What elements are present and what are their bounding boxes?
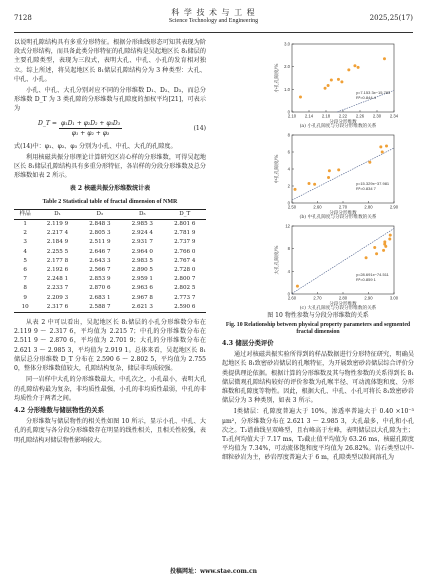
table-header-cell: D_T [179,210,191,217]
table-row [14,275,206,284]
table-cell: 2.801 6 [174,221,196,228]
table-cell: 2.248 1 [46,276,69,283]
table-cell: 2.767 4 [174,257,196,264]
table-cell: 2.848 3 [89,221,111,228]
data-point [379,145,382,148]
table-cell: 2.931 7 [131,239,153,246]
data-point [389,234,392,237]
data-point [328,169,331,172]
data-point [381,151,384,154]
table-header-cell: 样品 [19,210,31,217]
data-point [337,168,340,171]
left-column [14,38,206,563]
table-cell: 2.177 8 [46,257,69,264]
subfigure-caption: (a) 小孔孔隙度与分段分形维数的关系 [299,124,377,128]
x-tick-label: 2.50 [287,204,297,210]
x-tick-label: 2.60 [287,295,297,301]
table-cell: 2.566 7 [89,267,111,274]
right-column [222,38,414,563]
figure-10 [222,38,414,310]
fit-r-squared: R²=0.844 4 [356,95,376,100]
journal-title-cn: 科 学 技 术 与 工 程 [171,8,256,17]
plot-frame [292,135,394,203]
section-heading: 4.3 储层分类评价 [222,339,274,347]
table-cell: 9 [23,294,27,301]
data-point [373,246,376,249]
table-title-en: Table 2 Statistical table of fractal dimension of NMR [42,198,178,205]
data-point [347,68,350,71]
table-cell: 2.119 9 [46,221,69,228]
paragraph: 通过对核磁共振实验所得到的样品数据进行分形特征研究，明确吴起地区长 8₁致密砂岩储层的孔喉特征，为开展致密砂岩储层综合评价分类提供理论依据。根据计算的分形维数及其与物性参数的关系得到长 8₁储层微观孔隙结构较好的评价参数为孔喉半径、可动流体饱和度、分形维数和孔隙度等物性。因此，根据大孔、中孔、小孔可将长 8₁致密砂岩储层分为 3 种类别，如表 3 所示。 [222,351,414,405]
table-cell: 2.800 7 [174,276,196,283]
subfigure-caption: (c) 大孔孔隙度与分段分形维数的关系 [299,306,377,310]
data-point [327,84,330,87]
table-cell: 2.963 6 [131,285,153,292]
journal-title-en: Science Technology and Engineering [168,18,259,24]
figure-title-cn: 图 10 物性参数与分段分形维数的关系 [267,312,369,319]
table-cell: 5 [23,257,27,264]
y-axis-label: 小孔孔隙度/% [275,63,280,93]
x-tick-label: 2.60 [313,204,322,210]
formula-fraction [59,119,122,138]
table-cell: 2.773 7 [174,294,196,301]
paragraph: 式(14)中：φ₁、φ₂、φ₃ 分别为小孔、中孔、大孔的孔隙度。 [14,142,177,150]
fit-r-squared: R²=0.834 7 [356,186,376,191]
table-body [14,220,206,313]
x-tick-label: 2.70 [313,295,322,301]
table-cell: 2.737 9 [174,239,196,246]
data-point [357,66,360,69]
table-cell: 2.853 9 [89,276,111,283]
data-point [383,240,386,243]
table-cell: 2.192 6 [46,267,69,274]
x-tick-label: 3.00 [389,295,399,301]
paragraph: Ⅰ类储层：孔隙度普遍大于 10%，渗透率普遍大于 0.40 ×10⁻³ μm²，分形维数分布在 2.621 3 ～ 2.985 3，大孔最多，中孔和小孔次之。T₂谱曲线呈双峰型，且右峰高于左峰，表明储层以大孔隙为主；T₂孔何均值大于 7.17 ms，T₂截止值平均值为 63.26 ms，核磁孔隙度平均值为 7.34%，可动流体饱和度平均值为 26.82%。岩石类型以中-细粒砂岩为主，砂岩厚度普遍大于 6 m，孔隙类型以粒间溶孔为 [222,408,414,462]
formula-number: (14) [193,125,206,133]
table-cell: 2.766 0 [174,248,196,255]
table-cell: 2.590 6 [174,303,196,310]
table-row [14,294,206,303]
table-cell: 2.924 4 [131,230,153,237]
scatter-chart [222,220,414,310]
table-row [14,248,206,257]
section-heading: 4.2 分形维数与储层物性的关系 [14,405,105,414]
x-tick-label: 2.26 [355,113,365,119]
table-cell: 6 [23,267,27,274]
y-axis-label: 中孔孔隙度/% [275,154,280,184]
paragraph: 小孔、中孔、大孔分别对应不同的分形维数 D₁、D₂、D₃，而总分形维数 D_T 为 3 类孔隙的分形维数与孔隙度的加权平均[21]，可表示为 [14,87,206,113]
table-cell: 7 [23,276,27,283]
table-cell: 2.967 8 [131,294,153,301]
paragraph: 利用核磁共振分形理论计算研究区岩心样的分形维数，可得吴起地区长 8₁储层孔隙结构具有多重分形特征，各岩样的分段分形维数及总分形维数如表 2 所示。 [14,153,206,180]
table-header-cell: D₁ [54,210,61,217]
y-tick-label: 4 [287,268,290,274]
fit-equation: y=28.691x−74.511 [356,272,389,277]
x-axis-label: 分段分形维数 [329,211,357,216]
table-cell: 2.890 5 [131,267,153,274]
y-tick-label: 6 [287,149,290,155]
figure-title-en: Fig. 10 Relationship between physical property parameters and segmented fractal dimension [225,322,411,335]
y-tick-label: 3.0 [284,41,290,47]
chart-svg [222,129,414,219]
table-cell: 2.511 9 [89,239,111,246]
x-tick-label: 2.22 [338,113,348,119]
data-point [353,64,356,67]
data-point [375,252,378,255]
scatter-chart [222,129,414,219]
table-row [14,257,206,266]
y-tick-label: 4 [287,166,290,172]
fit-r-squared: R²=0.859 1 [356,277,376,282]
x-tick-label: 2.80 [364,204,373,210]
data-point [340,80,343,83]
y-tick-label: 2 [287,183,290,189]
page-number: 7128 [14,14,32,22]
fit-equation: y=7.153 3x−15.783 [356,90,391,95]
table-cell: 2.781 9 [174,230,196,237]
x-tick-label: 2.90 [389,204,399,210]
x-tick-label: 2.34 [389,113,399,119]
y-tick-label: 8 [287,132,290,138]
issue-info: 2025,25(17) [369,14,413,22]
paragraph: 同一岩样中大孔的分形维数最大，中孔次之，小孔最小，表明大孔的孔隙结构最为复杂，非均质性最强，小孔的非均质性最弱，中孔的非均质性介于两者之间。 [14,376,206,402]
table-header-cell: D₂ [96,210,104,217]
y-tick-label: 0 [287,109,290,115]
table-title-cn: 表 2 核磁共振分形维数统计表 [69,185,151,193]
data-point [385,145,388,148]
table-cell: 2.255 5 [46,248,69,255]
x-axis-label: 分段分形维数 [329,120,357,125]
table-cell: 2 [23,230,27,237]
table-row [14,266,206,275]
formula-denominator: φ₁ + φ₂ + φ₃ [71,130,110,138]
table-cell: 3 [23,239,27,246]
data-point [383,57,386,60]
data-point [299,96,302,99]
x-tick-label: 2.30 [372,113,382,119]
chart-svg [222,38,414,128]
table-cell: 2.683 1 [89,294,111,301]
page-header [14,6,413,33]
table-cell: 2.621 3 [131,303,153,310]
y-tick-label: 1.0 [284,86,290,92]
data-point [384,245,387,248]
formula-numerator: φ₁D₁ + φ₂D₂ + φ₃D₃ [59,119,122,129]
table-cell: 2.646 7 [89,248,111,255]
data-point [294,188,297,191]
table-cell: 2.802 5 [174,285,196,292]
formula-14 [14,116,206,142]
table-cell: 4 [23,248,27,255]
table-cell: 2.805 3 [89,230,111,237]
table-cell: 2.184 9 [46,239,69,246]
paragraph: 以说明孔隙结构具有多重分形特征。根据分形曲线形态可知其表现为阶段式分形结构，而具备此类分形特征的孔隙结构是吴起地区长 8₁储层的主要孔隙类型，表现为三段式，表明大孔、中孔、小孔的发育相对独立。综上所述，将吴起地区长 8₁储层孔隙结构分为 3 种类型：大孔、中孔、小孔。 [14,39,206,83]
table-cell: 2.964 0 [131,248,153,255]
data-point [327,176,330,179]
table-row [14,220,206,230]
table-cell: 2.959 1 [131,276,153,283]
table-header-cell: D₃ [138,210,146,217]
chart-svg [222,220,414,310]
plot-frame [292,44,394,112]
x-tick-label: 2.90 [364,295,373,301]
table-cell: 2.209 3 [46,294,69,301]
y-tick-label: 8 [287,246,290,252]
y-axis-label: 大孔孔隙度/% [275,245,280,275]
table-cell: 2.643 3 [89,257,111,264]
data-point [330,79,333,82]
x-tick-label: 2.80 [338,295,348,301]
table-cell: 10 [21,303,29,310]
formula-lhs: D_T = [38,119,58,127]
data-point [365,256,368,259]
x-tick-label: 2.70 [338,204,348,210]
subfigure-caption: (b) 中孔孔隙度与分段分形维数的关系 [299,215,377,219]
data-point [313,183,316,186]
table-row [14,238,206,247]
table-cell: 2.728 0 [174,267,196,274]
y-tick-label: 12 [285,223,290,229]
table-header-row [14,209,206,219]
table-cell: 2.317 6 [46,303,69,310]
table-cell: 2.217 4 [46,230,69,237]
paragraph: 分形维数与储层物性的相关性如图 10 所示，显示小孔、中孔、大孔的孔隙度与各分段分形维数存在明显的线性相关，且相关性较强，表明孔隙结构对储层物性影响较大。 [14,418,206,444]
footer-url: 投稿网址：www.stae.com.cn [169,568,258,575]
paragraph: 从表 2 中可以看出，吴起地区长 8₁储层的小孔分形维数分布在 2.119 9 ～ 2.317 6，平均值为 2.215 7；中孔的分形维数分布在 2.511 9 ～ 2.870 6，平均值为 2.701 9；大孔的分形维数分布在 2.621 3 ～ 2.985 3，平均值为 2.919 1。总体来看，吴起地区长 8₁储层总分形维数 D_T 分布在 2.590 6 ～ 2.802 5，平均值为 2.755 0，整体分形维数值较大，孔隙结构复杂，储层非均质较强。 [14,319,206,373]
table-cell: 2.233 7 [46,285,69,292]
x-tick-label: 2.18 [321,113,331,119]
y-tick-label: 0 [287,200,290,206]
fractal-dimension-table [14,209,206,313]
table-row [14,303,206,313]
table-row [14,229,206,238]
data-point [337,78,340,81]
y-tick-label: 0 [287,291,290,297]
data-point [388,238,391,241]
table-cell: 8 [23,285,27,292]
table-cell: 2.588 7 [89,303,111,310]
x-axis-label: 分段分形维数 [329,302,357,307]
table-cell: 1 [23,221,27,228]
table-cell: 2.985 3 [131,221,153,228]
table-cell: 2.870 6 [89,285,111,292]
y-tick-label: 2.0 [284,64,290,70]
x-tick-label: 2.14 [304,113,314,119]
scatter-chart [222,38,414,128]
data-point [324,87,327,90]
data-point [296,285,299,288]
data-point [368,161,371,164]
table-cell: 2.983 5 [131,257,153,264]
x-tick-label: 2.10 [287,113,297,119]
fit-equation: y=15.329x−37.981 [356,181,390,186]
data-point [382,249,385,252]
table-row [14,284,206,293]
data-point [308,182,311,185]
